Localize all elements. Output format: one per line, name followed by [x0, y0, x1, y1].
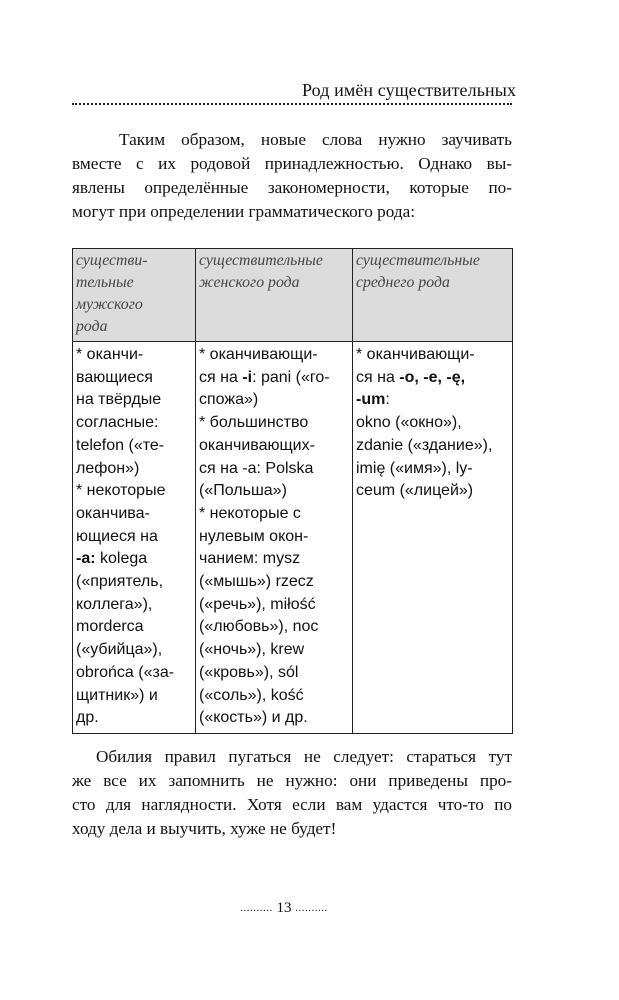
cell-line-feminine: («кровь»), sól: [199, 663, 299, 681]
header-line: женского рода: [199, 274, 300, 291]
cell-line-masculine: согласные:: [76, 414, 159, 432]
ending-bold: -o, -e, -ę,: [399, 368, 466, 386]
header-line: существи-: [76, 252, 148, 269]
cell-line-masculine: щитник») и: [76, 686, 158, 704]
running-head: Род имён существительных: [302, 80, 517, 100]
table-header-row: [73, 249, 513, 342]
cell-line-masculine: («приятель,: [76, 573, 164, 591]
cell-line-feminine: * некоторые с: [199, 504, 301, 522]
paragraph-conclusion-line: ходу дела и выучить, хуже не будет!: [72, 819, 337, 838]
cell-line-masculine: («убийца»),: [76, 641, 163, 659]
paragraph-intro-line: могут при определении грамматического рода:: [72, 202, 416, 221]
cell-line-masculine: ющиеся на: [76, 527, 158, 545]
cell-line-masculine: оканчива-: [76, 504, 150, 522]
cell-line-masculine: obrońca («за-: [76, 663, 175, 681]
paragraph-intro-line: явлены определённые закономерности, которые по-: [72, 178, 512, 197]
cell-line-masculine: telefon («те-: [76, 436, 165, 454]
header-line: мужского: [76, 296, 143, 313]
paragraph-conclusion: [72, 745, 512, 841]
cell-line-feminine: нулевым окон-: [199, 527, 309, 545]
cell-line-masculine: др.: [76, 709, 99, 727]
cell-line-neuter: zdanie («здание»),: [356, 436, 493, 454]
cell-line-feminine: * оканчивающи-: [199, 346, 318, 363]
cell-line-masculine: morderca: [76, 618, 144, 636]
gender-table: [72, 248, 513, 734]
paragraph-conclusion-line: Обилия правил пугаться не следует: стараться тут: [96, 747, 512, 766]
cell-line-neuter: okno («окно»),: [356, 414, 462, 432]
page-number: [214, 900, 354, 917]
cell-line-feminine: («Польша»): [199, 482, 287, 500]
cell-line-masculine: коллега»),: [76, 595, 153, 613]
header-line: среднего рода: [356, 274, 450, 291]
cell-line-feminine: чанием: mysz: [199, 550, 301, 568]
cell-line-feminine: («любовь»), noc: [199, 618, 319, 636]
cell-line-neuter: * оканчивающи-: [356, 346, 475, 363]
paragraph-conclusion-line: сто для наглядности. Хотя если вам удастся что-то по: [72, 795, 512, 814]
cell-line-neuter: imię («имя»), ly-: [356, 459, 473, 477]
cell-neuter: [353, 342, 513, 734]
header-neuter: [353, 249, 513, 342]
paragraph-intro: [72, 128, 512, 224]
cell-line-feminine: («соль»), kość: [199, 686, 304, 704]
cell-line-masculine: лефон»): [76, 459, 140, 477]
ending-bold: -a:: [76, 550, 96, 568]
cell-line-masculine: * некоторые: [76, 482, 166, 500]
cell-line-feminine: * большинство: [199, 414, 309, 432]
cell-line-feminine: ся на -i: pani («го-: [199, 368, 330, 386]
cell-line-feminine: («мышь») rzecz: [199, 573, 314, 591]
cell-line-neuter: ся на -o, -e, -ę,: [356, 368, 466, 386]
cell-line-neuter: ceum («лицей»): [356, 482, 474, 500]
header-line: существительные: [356, 252, 480, 269]
header-feminine: [196, 249, 353, 342]
page-number-value: 13: [276, 900, 292, 916]
ending-bold: -i: [242, 368, 253, 386]
cell-line-feminine: («ночь»), krew: [199, 641, 305, 659]
folio-dots-right: ..........: [295, 902, 328, 914]
cell-line-masculine: * оканчи-: [76, 346, 144, 363]
cell-line-feminine: («речь»), miłość: [199, 595, 316, 613]
cell-line-masculine: вающиеся: [76, 368, 153, 386]
cell-line-feminine: спожа»): [199, 391, 259, 409]
header-masculine: [73, 249, 196, 342]
paragraph-intro-line: вместе с их родовой принадлежностью. Однако вы-: [72, 154, 512, 173]
cell-line-feminine: оканчивающих-: [199, 436, 315, 454]
header-line: существительные: [199, 252, 323, 269]
cell-line-neuter: -um:: [356, 391, 390, 409]
header-line: тельные: [76, 274, 134, 291]
cell-line-masculine: -a: kolega: [76, 550, 148, 568]
cell-masculine: [73, 342, 196, 734]
cell-line-masculine: на твёрдые: [76, 391, 162, 409]
ending-bold: -um: [356, 391, 386, 409]
paragraph-conclusion-line: же все их запомнить не нужно: они приведены про-: [72, 771, 512, 790]
table-row: [73, 342, 513, 734]
header-dotted-rule: [72, 103, 512, 105]
cell-line-feminine: («кость») и др.: [199, 709, 308, 727]
cell-line-feminine: ся на -a: Polska: [199, 459, 314, 477]
header-line: рода: [76, 318, 108, 335]
paragraph-intro-line: Таким образом, новые слова нужно заучивать: [119, 130, 512, 149]
folio-dots-left: ..........: [240, 902, 273, 914]
cell-feminine: [196, 342, 353, 734]
